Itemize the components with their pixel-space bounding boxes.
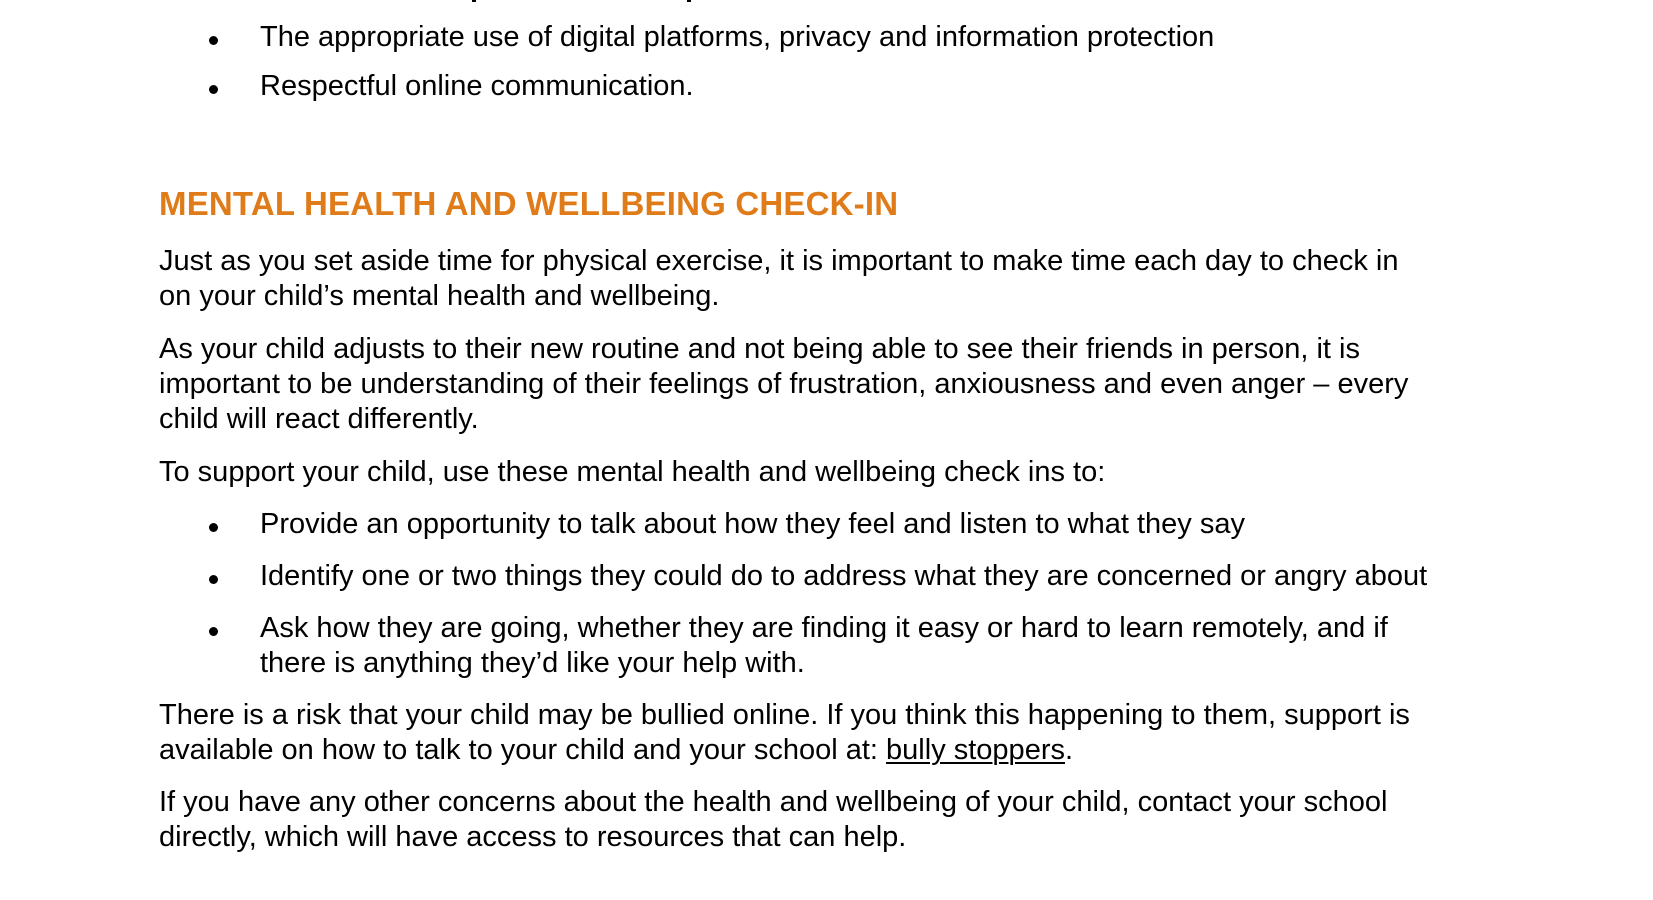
bullying-text: There is a risk that your child may be bullied online. If you think this happening to them, support is available on how to talk to your child and your school at:: [159, 699, 1410, 766]
support-intro-paragraph: To support your child, use these mental health and wellbeing check ins to:: [159, 456, 1106, 488]
routine-paragraph: As your child adjusts to their new routine and not being able to see their friends in person, it is important to be understanding of their feelings of frustration, anxiousness and even anger – every child will react differently.: [159, 333, 1409, 435]
bully-stoppers-link[interactable]: bully stoppers: [886, 734, 1065, 766]
list-item: [0, 559, 1653, 611]
bullying-text-end: .: [1064, 734, 1074, 766]
bullet-icon: [209, 36, 218, 45]
checkin-list: [0, 507, 1653, 699]
digital-safety-list: [0, 20, 1653, 118]
list-item: [0, 507, 1653, 559]
concerns-paragraph: If you have any other concerns about the health and wellbeing of your child, contact your school directly, which will have access to resources that can help.: [159, 786, 1388, 853]
list-item-text: Provide an opportunity to talk about how they feel and listen to what they say: [260, 508, 1245, 540]
bullet-icon: [209, 575, 218, 584]
section-heading: MENTAL HEALTH AND WELLBEING CHECK-IN: [159, 185, 899, 222]
glyph-fragment: [472, 0, 476, 2]
list-item-text: Respectful online communication.: [260, 70, 694, 102]
list-item-text: The appropriate use of digital platforms, privacy and information protection: [260, 21, 1215, 53]
list-item: [0, 69, 1653, 118]
intro-paragraph: Just as you set aside time for physical exercise, it is important to make time each day to check in on your child’s mental health and wellbeing.: [159, 245, 1399, 312]
bullet-icon: [209, 523, 218, 532]
bullet-icon: [209, 627, 218, 636]
cropped-previous-line: [472, 0, 702, 2]
list-item-text: Ask how they are going, whether they are finding it easy or hard to learn remotely, and if there is anything they’d like your help with.: [260, 612, 1388, 679]
list-item: [0, 611, 1653, 699]
bullet-icon: [209, 85, 218, 94]
glyph-fragment: [687, 0, 691, 2]
bullying-paragraph: [159, 698, 1509, 768]
list-item: [0, 20, 1653, 69]
list-item-text: Identify one or two things they could do to address what they are concerned or angry about: [260, 560, 1428, 592]
